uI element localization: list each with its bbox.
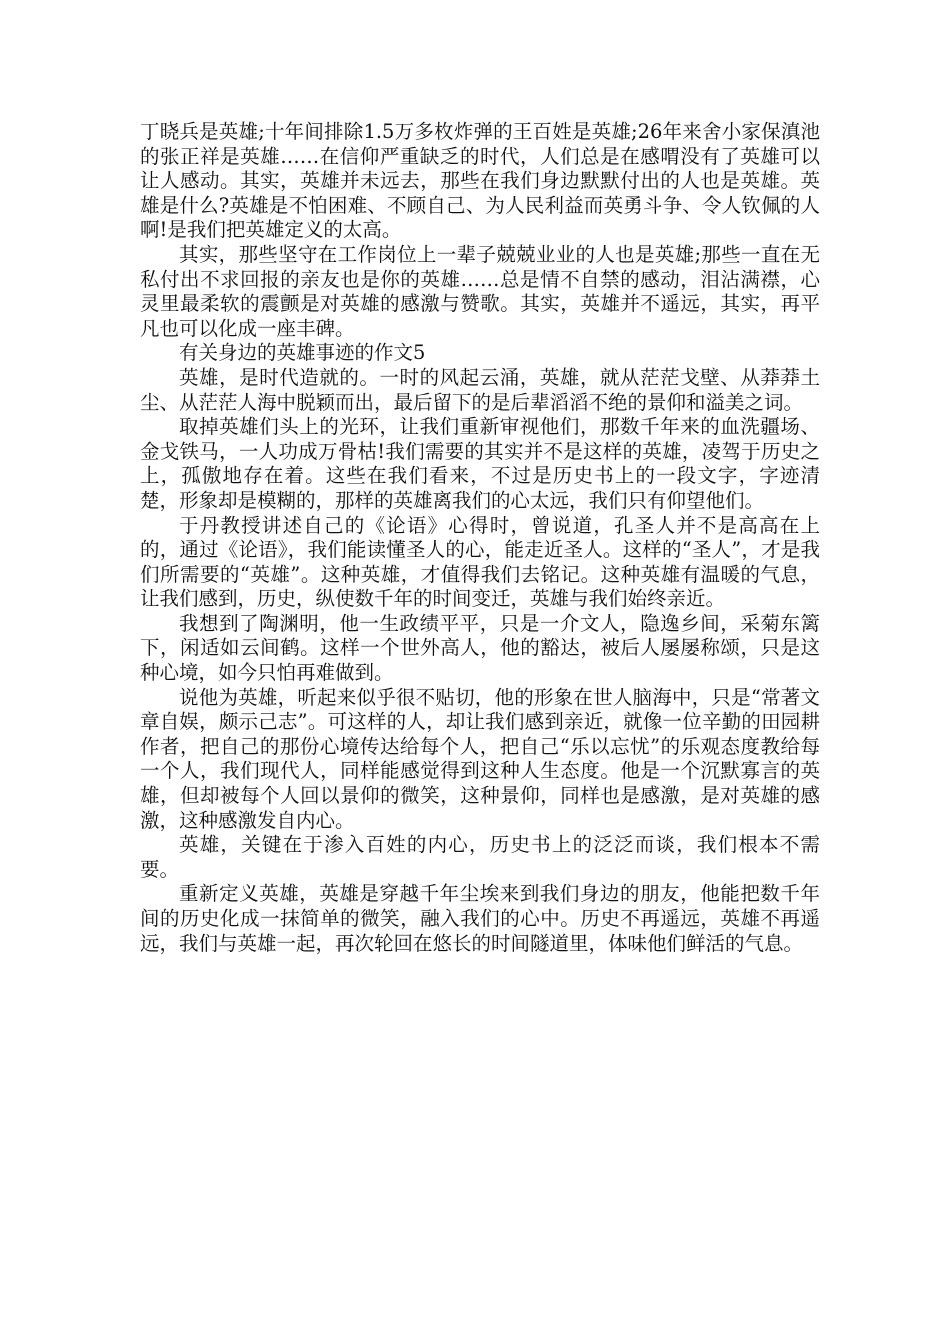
section-heading: 有关身边的英雄事迹的作文5 [179,341,426,365]
paragraph-9: 重新定义英雄，英雄是穿越千年尘埃来到我们身边的朋友，他能把数千年间的历史化成一抹简单的微笑，融入我们的心中。历史不再遥远，英雄不再遥远，我们与英雄一起，再次轮回在悠长的时间隧道里，体味他们鲜活的气息。 [140,882,820,955]
article-body [140,120,820,956]
paragraph-4: 取掉英雄们头上的光环，让我们重新审视他们，那数千年来的血洗疆场、金戈铁马，一人功成万骨枯!我们需要的其实并不是这样的英雄，凌驾于历史之上，孤傲地存在着。这些在我们看来，不过是历史书上的一段文字，字迹清楚，形象却是模糊的，那样的英雄离我们的心太远，我们只有仰望他们。 [140,415,820,512]
paragraph-3: 英雄，是时代造就的。一时的风起云涌，英雄，就从茫茫戈壁、从莽莽土尘、从茫茫人海中脱颖而出，最后留下的是后辈滔滔不绝的景仰和溢美之词。 [140,365,820,414]
paragraph-6: 我想到了陶渊明，他一生政绩平平，只是一介文人，隐逸乡间，采菊东篱下，闲适如云间鹤。这样一个世外高人，他的豁达，被后人屡屡称颂，只是这种心境，如今只怕再难做到。 [140,611,820,685]
paragraph-2: 其实，那些坚守在工作岗位上一辈子兢兢业业的人也是英雄;那些一直在无私付出不求回报的亲友也是你的英雄……总是情不自禁的感动，泪沾满襟，心灵里最柔软的震颤是对英雄的感激与赞歌。其实，英雄并不遥远，其实，再平凡也可以化成一座丰碑。 [140,242,820,340]
paragraph-8: 英雄，关键在于渗入百姓的内心，历史书上的泛泛而谈，我们根本不需要。 [140,833,820,881]
paragraph-1: 丁晓兵是英雄;十年间排除1.5万多枚炸弹的王百姓是英雄;26年来舍小家保滇池的张正祥是英雄……在信仰严重缺乏的时代，人们总是在感喟没有了英雄可以让人感动。其实，英雄并未远去，那些在我们身边默默付出的人也是英雄。英雄是什么?英雄是不怕困难、不顾自己、为人民利益而英勇斗争、令人钦佩的人啊!是我们把英雄定义的太高。 [140,120,820,242]
paragraph-7: 说他为英雄，听起来似乎很不贴切，他的形象在世人脑海中，只是“常著文章自娱，颇示己志”。可这样的人，却让我们感到亲近，就像一位辛勤的田园耕作者，把自己的那份心境传达给每个人，把自己“乐以忘忧”的乐观态度教给每一个人，我们现代人，同样能感觉得到这种人生态度。他是一个沉默寡言的英雄，但却被每个人回以景仰的微笑，这种景仰，同样也是感激，是对英雄的感激，这种感激发自内心。 [140,685,820,832]
paragraph-5: 于丹教授讲述自己的《论语》心得时，曾说道，孔圣人并不是高高在上的，通过《论语》，我们能读懂圣人的心，能走近圣人。这样的“圣人”，才是我们所需要的“英雄”。这种英雄，才值得我们去铭记。这种英雄有温暖的气息，让我们感到，历史，纵使数千年的时间变迁，英雄与我们始终亲近。 [140,513,820,611]
